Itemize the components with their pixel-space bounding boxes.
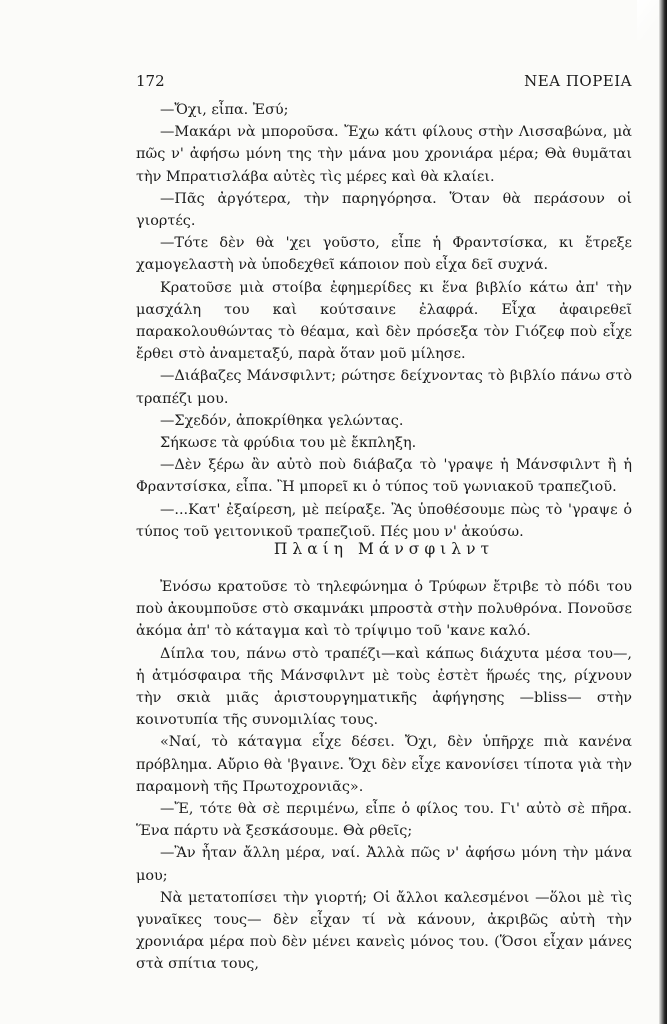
paragraph: —Σχεδόν, ἀποκρίθηκα γελώντας. xyxy=(160,412,404,429)
page-edge-shadow xyxy=(659,0,667,1024)
paragraph: Σήκωσε τὰ φρύδια του μὲ ἔκπληξη. xyxy=(160,435,417,452)
paragraph: Κρατοῦσε μιὰ στοίβα ἐφημερίδες κι ἕνα βιβλίο κάτω ἀπ' τὴν μασχάλη του καὶ κούτσαινε ἐλαφρά. Εἶχα ἀφαιρεθεῖ παρακολουθώντας τὸ θέαμα, καὶ δὲν πρόσεξα τὸν Γιόζεφ ποὺ εἶχε ἔρθει στὸ ἀναμεταξύ, παρὰ ὅταν μοῦ μίλησε. xyxy=(136,279,632,363)
paragraph: Νὰ μετατοπίσει τὴν γιορτή; Οἱ ἄλλοι καλεσμένοι —ὅλοι μὲ τὶς γυναῖκες τους— δὲν εἶχαν τί νὰ κάνουν, ἀκριβῶς αὐτὴ τὴν χρονιάρα μέρα ποὺ δὲν μένει κανεὶς μόνος του. (Ὅσοι εἶχαν μάνες στὰ σπίτια τους, xyxy=(136,889,632,973)
paragraph: —Τότε δὲν θὰ 'χει γοῦστο, εἶπε ἡ Φραντσίσκα, κι ἔτρεξε χαμογελαστὴ νὰ ὑποδεχθεῖ κάποιον ποὺ εἶχα δεῖ συχνά. xyxy=(136,235,632,274)
paragraph: —Μακάρι νὰ μποροῦσα. Ἔχω κάτι φίλους στὴν Λισσαβώνα, μὰ πῶς ν' ἀφήσω μόνη της τὴν μάνα μου χρονιάρα μέρα; Θὰ θυμᾶται τὴν Μπρατισλάβα αὐτὲς τὶς μέρες καὶ θὰ κλαίει. xyxy=(136,124,632,185)
body-text-top xyxy=(136,99,632,543)
paragraph: —...Κατ' ἐξαίρεση, μὲ πείραξε. Ἂς ὑποθέσουμε πὼς τὸ 'γραψε ὁ τύπος τοῦ γειτονικοῦ τραπεζιοῦ. Πές μου ν' ἀκούσω. xyxy=(136,501,632,540)
paragraph: Ἐνόσω κρατοῦσε τὸ τηλεφώνημα ὁ Τρύφων ἔτριβε τὸ πόδι του ποὺ ἀκουμποῦσε στὸ σκαμνάκι μπροστὰ στὴν πολυθρόνα. Πονοῦσε ἀκόμα ἀπ' τὸ κάταγμα καὶ τὸ τρίψιμο τοῦ 'κανε καλό. xyxy=(136,579,632,640)
body-text-bottom xyxy=(136,576,632,976)
paragraph: —Δὲν ξέρω ἂν αὐτὸ ποὺ διάβαζα τὸ 'γραψε ἡ Μάνσφιλντ ἢ ἡ Φραντσίσκα, εἶπα. Ἢ μπορεῖ κι ὁ τύπος τοῦ γωνιακοῦ τραπεζιοῦ. xyxy=(136,457,632,496)
section-heading: Πλαίη Μάνσφιλντ xyxy=(273,540,495,558)
paragraph: «Ναί, τὸ κάταγμα εἶχε δέσει. Ὄχι, δὲν ὑπῆρχε πιὰ κανένα πρόβλημα. Αὔριο θὰ 'βγαινε. Ὄχι δὲν εἶχε κανονίσει τίποτα γιὰ τὴν παραμονὴ τῆς Πρωτοχρονιᾶς». xyxy=(136,734,632,795)
page-header xyxy=(136,72,632,94)
running-title: ΝΕΑ ΠΟΡΕΙΑ xyxy=(524,72,632,90)
paragraph: —Πᾶς ἀργότερα, τὴν παρηγόρησα. Ὅταν θὰ περάσουν οἱ γιορτές. xyxy=(136,190,632,230)
paragraph: —Ἂν ἦταν ἄλλη μέρα, ναί. Ἀλλὰ πῶς ν' ἀφήσω μόνη τὴν μάνα μου; xyxy=(136,845,632,884)
paragraph: —Διάβαζες Μάνσφιλντ; ρώτησε δείχνοντας τὸ βιβλίο πάνω στὸ τραπέζι μου. xyxy=(136,368,632,407)
paragraph: —Ὄχι, εἶπα. Ἐσύ; xyxy=(160,102,289,118)
paragraph: —Ἔ, τότε θὰ σὲ περιμένω, εἶπε ὁ φίλος του. Γι' αὐτὸ σὲ πῆρα. Ἕνα πάρτυ νὰ ξεσκάσουμε. Θὰ ρθεῖς; xyxy=(136,801,632,840)
page-number: 172 xyxy=(136,72,165,90)
paragraph: Δίπλα του, πάνω στὸ τραπέζι—καὶ κάπως διάχυτα μέσα του—, ἡ ἀτμόσφαιρα τῆς Μάνσφιλντ μὲ τοὺς ἐστὲτ ἥρωές της, ρίχνουν τὴν σκιὰ μιᾶς ἀριστουργηματικῆς ἀφήγησης —bliss— στὴν κοινοτυπία τῆς συνομιλίας τους. xyxy=(136,645,632,729)
